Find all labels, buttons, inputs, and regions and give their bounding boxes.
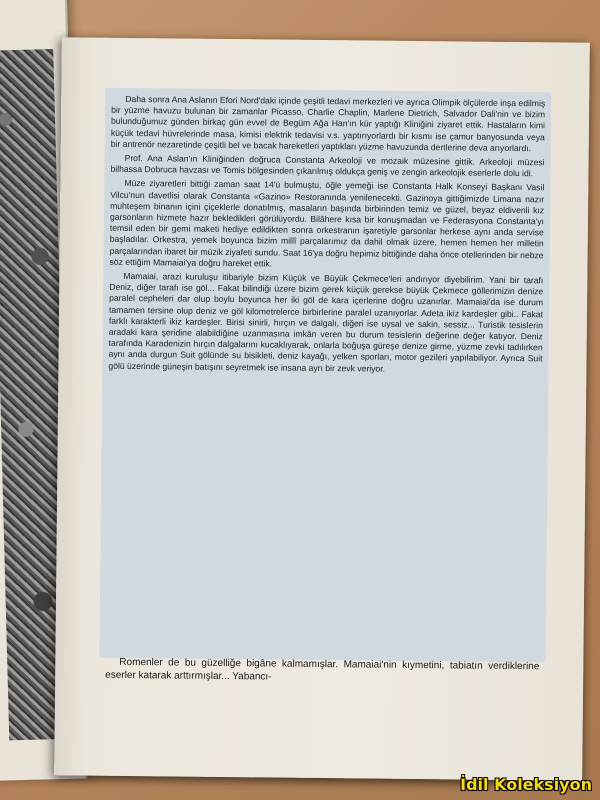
closing-text-block <box>99 656 545 687</box>
paragraph: Mamaiai, arazi kuruluşu itibariyle bizim Küçük ve Büyük Çekmece'leri andırıyor diyebilirim. Yani bir tarafı Deniz, diğer tarafı ise göl... Fakat bilindiği üzere bizim gerek küçük gerekse büyük Çekmece göllerimizin denize paralel cepheleri dar olup boylu boyunca her iki göl de kara içerlerine doğru uzanırlar. Mamaiai'da ise durum tamamen tersine olup deniz ve göl kilometrelerce birbirlerine paralel uzanıyorlar. Adeta ikiz kardeşler gibi.. Fakat farklı karakterli ikiz kardeşler. Birisi sinirli, hırçın ve dalgalı, diğeri ise uysal ve sakin, sessiz... Turistik tesislerin aradaki kara şeridine alabildiğine uzanmasına imkân veren bu durum tesislerin değerine değer katıyor. Deniz tarafında Karadenizin hırçın dalgalarını kucaklıyarak, onlarla boğuşa güreşe denize girme, yüzme zevki tadılırken aynı anda durgun Suit gölünde su bisikleti, deniz kayağı, yelken sporları, motor gezileri yapılabiliyor. Ayrıca Suit gölü üzerinde güneşin batışını seyretmek ise insana ayrı bir zevk veriyor. <box>108 270 544 374</box>
closing-paragraph: Romenler de bu güzelliğe bigâne kalmamışlar. Mamaiai'nin kıymetini, tabiatın verdiklerine eserler katarak arttırmışlar... Yabancı- <box>105 656 540 683</box>
paragraph: Prof. Ana Aslan'ın Kliniğinden doğruca Constanta Arkeoloji ve mozaik müzesine gittik. Arkeoloji müzesi bilhassa Dobruca havzası ve Tomis bölgesinden çıkarılmış oldukça geniş ve zengin arkeolojik eserlerle dolu idi. <box>110 152 545 179</box>
paragraph: Müze ziyaretleri bittiği zaman saat 14'ü bulmuştu, öğle yemeği ise Constanta Halk Konseyi Başkanı Vasil Vilcu'nun davetlisi olarak Constanta «Gazino» Restoranında yenilenecekti. Gazinoya gittiğimizde Limana nazır muhteşem binanın içini çiçeklerle donatılmış, masaların başında birbirinden temiz ve güzel, beyaz eldivenli kız garsonların hizmete hazır bekledikleri görülüyordu. Bilâhere kısa bir konuşmadan ve Federasyona Constanta'yı temsil eden bir gemi maketi hediye edildikten sonra orkestranın işaretiyle garsonlar herkese aynı anda servise başladılar. Orkestra, yemek boyunca bizim millî parçalarımız da dahil olmak üzere, hemen hemen her milletin parçalarından ibaret bir müzik ziyafeti sundu. Saat 16'ya doğru hepimiz bittiğinde daha önce otellerinden bir nebze söz ettiğim Mamaiai'ya doğru hareket ettik. <box>109 178 545 269</box>
watermark: İdil Koleksiyon <box>460 775 592 794</box>
highlighted-text-block <box>99 88 551 663</box>
book-page <box>54 37 590 780</box>
paragraph: Daha sonra Ana Aslanın Efori Nord'daki içinde çeşitli tedavi merkezleri ve ayrıca Olimpik ölçülerde inşa edilmiş bir yüzme havuzu bulunan bir zamanlar Picasso, Charlie Chaplin, Marlene Dietrich, Salvador Dali'nin ve bizim bulunduğumuz günden birkaç gün evvel de Begüm Ağa Han'ın kür yaptığı Kliniğini ziyaret ettik. Hastaların kimi küçük tedavi hüvrelerinde masa, kimisi elektrik tedavisi v.s. yaptırıyorlardı bir kısmı ise çamur banyosunda veya bir antrenör nezaretinde çeşitli bel ve bacak hareketleri yaptıkları yüzme havuzunda dertlerine deva arıyorlardı. <box>110 93 546 153</box>
